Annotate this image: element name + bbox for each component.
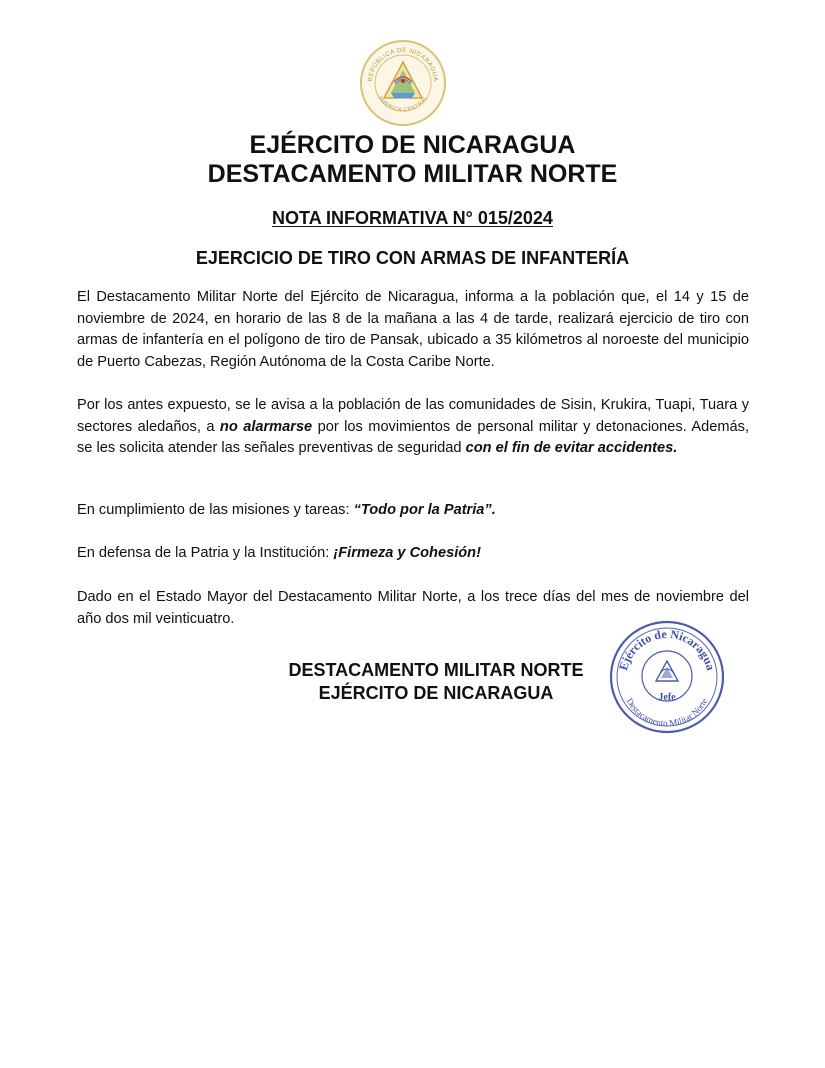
seal-text-bottom: AMÉRICA CENTRAL (376, 95, 430, 114)
nota-number-heading (0, 207, 825, 229)
coat-of-arms-seal (358, 38, 448, 128)
emphasis-evitar-accidentes: con el fin de evitar accidentes. (465, 440, 678, 456)
paragraph-motto-1 (77, 500, 749, 522)
signature-line-1: DESTACAMENTO MILITAR NORTE (288, 660, 584, 680)
paragraph-announcement: El Destacamento Militar Norte del Ejército de Nicaragua, informa a la población que, el 14 y 15 de noviembre de 2024, en horario de las 8 de la mañana a las 4 de tarde, realizará ejercicio de tiro con armas de infantería en el polígono de tiro de Pansak, ubicado a 35 kilómetros al noroeste del municipio de Puerto Cabezas, Región Autónoma de la Costa Caribe Norte. (77, 289, 749, 370)
stamp-ring-bottom: Destacamento Militar Norte (624, 696, 710, 729)
stamp-ring-top: Ejército de Nicaragua (616, 626, 718, 672)
motto-firmeza-cohesion: ¡Firmeza y Cohesión! (333, 545, 481, 561)
nota-number-text: NOTA INFORMATIVA N° 015/2024 (272, 208, 553, 228)
paragraph-motto-2 (77, 543, 749, 565)
title-line-2: DESTACAMENTO MILITAR NORTE (207, 160, 618, 188)
emphasis-no-alarmarse: no alarmarse (219, 418, 313, 435)
paragraph-warning-text-c: por los movimientos de personal militar y detonaciones. Además, se les solicita atender las señales preventivas de seguridad (77, 418, 749, 456)
motto-todo-por-la-patria: “Todo por la Patria”. (353, 502, 496, 518)
official-stamp (608, 619, 726, 735)
signature-line-2: EJÉRCITO DE NICARAGUA (318, 683, 554, 703)
subject-heading: EJERCICIO DE TIRO CON ARMAS DE INFANTERÍA (195, 248, 630, 268)
paragraph-warning (77, 395, 749, 460)
seal-text-top: REPÚBLICA DE NICARAGUA (366, 46, 440, 83)
title-line-1: EJÉRCITO DE NICARAGUA (249, 131, 576, 159)
stamp-center-text: Jefe (658, 692, 676, 703)
paragraph-warning-text-a: Por los antes expuesto, se le avisa a la población de las comunidades de Sisin, Krukira, Tuapi, Tuara y sectores aledaños, a (77, 397, 749, 435)
paragraph-date-closing: Dado en el Estado Mayor del Destacamento Militar Norte, a los trece días del mes de noviembre del año dos mil veinticuatro. (77, 589, 749, 627)
motto-1-lead: En cumplimiento de las misiones y tareas: (77, 502, 354, 518)
motto-2-lead: En defensa de la Patria y la Institución: (77, 545, 334, 561)
